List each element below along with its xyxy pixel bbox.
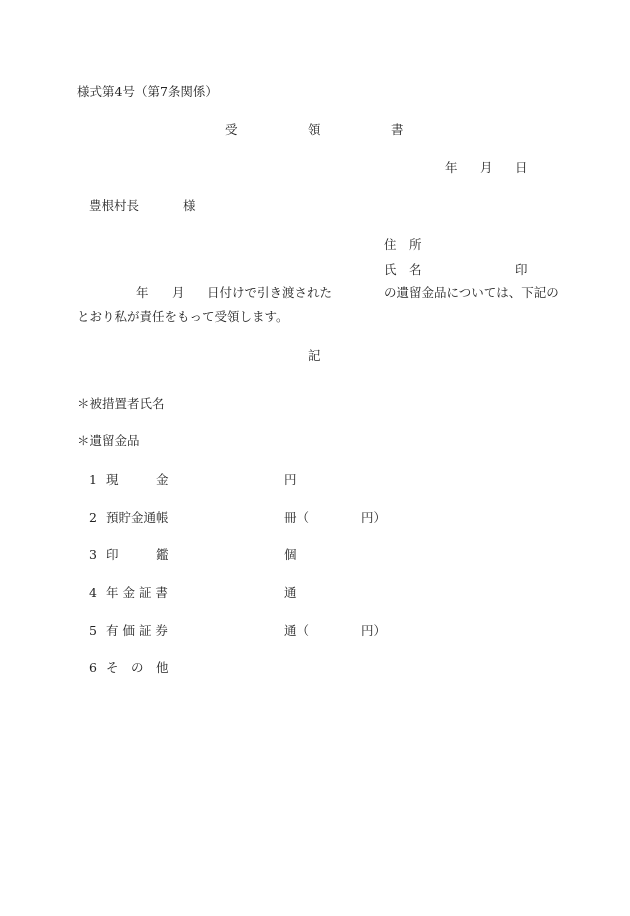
seal-mark: 印 — [515, 262, 528, 277]
body-month: 月 — [172, 285, 185, 300]
item-label: 年 金 証 書 — [106, 585, 168, 600]
address-label: 住 所 — [384, 237, 422, 252]
item-number: 5 — [89, 623, 97, 638]
item-label: 預貯金通帳 — [106, 510, 169, 525]
item-number: 3 — [89, 547, 97, 562]
item-unit: 通（ — [284, 623, 310, 638]
title-char-1: 受 — [225, 122, 238, 137]
item-unit: 円 — [284, 472, 297, 487]
item-number: 4 — [89, 585, 97, 600]
body-year: 年 — [136, 285, 149, 300]
date-month: 月 — [480, 160, 493, 175]
date-year: 年 — [445, 160, 458, 175]
item-label: そ の 他 — [106, 660, 169, 675]
body-text-2: の遺留金品については、下記の — [384, 285, 559, 300]
title-char-3: 書 — [391, 122, 404, 137]
person-name-label: ＊被措置者氏名 — [77, 396, 165, 411]
name-label: 氏 名 — [384, 262, 422, 277]
item-label: 現 金 — [106, 472, 169, 487]
item-number: 1 — [89, 472, 97, 487]
item-close: 円） — [361, 623, 387, 638]
ki-heading: 記 — [308, 348, 321, 363]
item-label: 有 価 証 券 — [106, 623, 168, 638]
item-unit: 個 — [284, 547, 297, 562]
addressee-name: 豊根村長 — [89, 198, 140, 213]
body-text-3: とおり私が責任をもって受領します。 — [77, 309, 289, 324]
item-close: 円） — [361, 510, 387, 525]
items-heading: ＊遺留金品 — [77, 433, 140, 448]
title-char-2: 領 — [308, 122, 321, 137]
date-day: 日 — [515, 160, 528, 175]
item-unit: 冊（ — [284, 510, 310, 525]
item-unit: 通 — [284, 585, 297, 600]
form-number: 様式第4号（第7条関係） — [77, 84, 218, 99]
item-number: 6 — [89, 660, 97, 675]
addressee-honorific: 様 — [183, 198, 196, 213]
item-number: 2 — [89, 510, 97, 525]
body-text-1: 日付けで引き渡された — [207, 285, 333, 300]
item-label: 印 鑑 — [106, 547, 169, 562]
